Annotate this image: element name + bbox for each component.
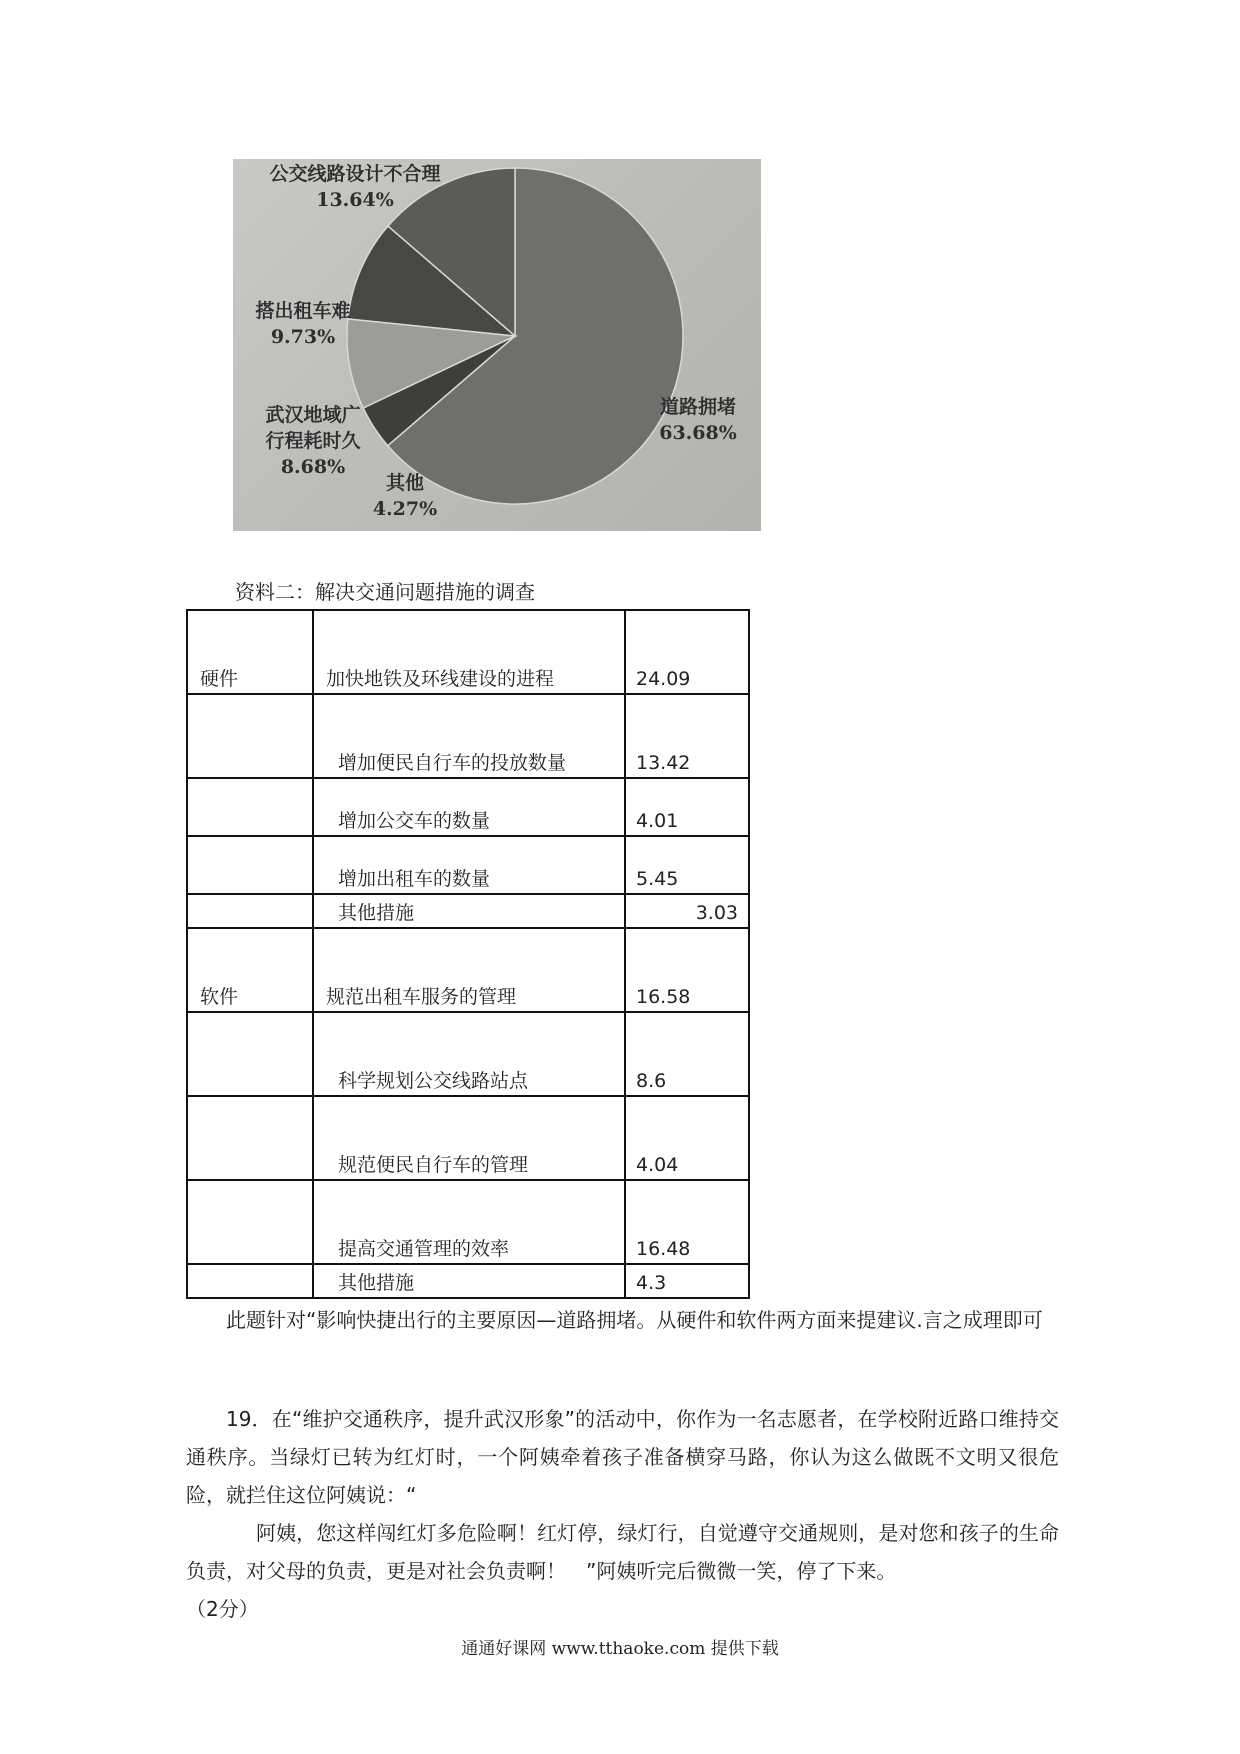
pie-label-line: 63.68%: [659, 422, 737, 444]
measure-cell: 增加出租车的数量: [313, 836, 625, 894]
category-cell: 硬件: [187, 610, 313, 694]
measure-cell: 加快地铁及环线建设的进程: [313, 610, 625, 694]
category-cell: [187, 1012, 313, 1096]
category-cell: 软件: [187, 928, 313, 1012]
category-cell: [187, 894, 313, 928]
category-cell: [187, 836, 313, 894]
value-cell: 8.6: [625, 1012, 749, 1096]
answer-note: 此题针对“影响快捷出行的主要原因—道路拥堵。从硬件和软件两方面来提建议.言之成理即可: [226, 1308, 1043, 1332]
pie-slice-label: [638, 394, 758, 446]
page-footer: 通通好课网 www.tthaoke.com 提供下载: [461, 1639, 779, 1659]
pie-slice-label: [360, 470, 450, 522]
question-19-prompt: 19．在“维护交通秩序，提升武汉形象”的活动中，你作为一名志愿者，在学校附近路口维持交通秩序。当绿灯已转为红灯时，一个阿姨牵着孩子准备横穿马路，你认为这么做既不文明又很危险，就拦住这位阿姨说：“: [186, 1407, 1059, 1507]
pie-label-line: 其他: [385, 472, 424, 494]
measure-cell: 规范出租车服务的管理: [313, 928, 625, 1012]
value-cell: 4.04: [625, 1096, 749, 1180]
table-row: [187, 1180, 749, 1264]
table-row: [187, 1264, 749, 1298]
pie-slice-label: [245, 161, 465, 213]
category-cell: [187, 1180, 313, 1264]
pie-label-line: 行程耗时久: [265, 430, 361, 452]
measure-cell: 其他措施: [313, 1264, 625, 1298]
category-cell: [187, 1096, 313, 1180]
pie-slice-label: [233, 298, 373, 350]
question-19-score: （2分）: [186, 1597, 259, 1621]
value-cell: 5.45: [625, 836, 749, 894]
measure-cell: 增加公交车的数量: [313, 778, 625, 836]
measure-cell: 增加便民自行车的投放数量: [313, 694, 625, 778]
table-row: [187, 694, 749, 778]
pie-label-line: 道路拥堵: [659, 396, 736, 418]
pie-label-line: 4.27%: [372, 498, 438, 520]
table-row: [187, 1012, 749, 1096]
value-cell: 16.58: [625, 928, 749, 1012]
pie-label-line: 公交线路设计不合理: [269, 163, 441, 185]
pie-label-line: 9.73%: [270, 326, 336, 348]
category-cell: [187, 1264, 313, 1298]
value-cell: 3.03: [625, 894, 749, 928]
category-cell: [187, 694, 313, 778]
category-cell: [187, 778, 313, 836]
table-row: [187, 928, 749, 1012]
table-row: [187, 894, 749, 928]
value-cell: 13.42: [625, 694, 749, 778]
value-cell: 24.09: [625, 610, 749, 694]
pie-slice-label: [248, 402, 378, 480]
value-cell: 4.3: [625, 1264, 749, 1298]
pie-label-line: 搭出租车难: [255, 300, 351, 322]
table-row: [187, 836, 749, 894]
pie-label-line: 8.68%: [280, 456, 346, 478]
value-cell: 16.48: [625, 1180, 749, 1264]
table-row: [187, 610, 749, 694]
question-19-answer: 阿姨，您这样闯红灯多危险啊！红灯停，绿灯行，自觉遵守交通规则，是对您和孩子的生命负责，对父母的负责，更是对社会负责啊！ ”阿姨听完后微微一笑，停了下来。: [186, 1521, 1059, 1583]
table-row: [187, 1096, 749, 1180]
material2-caption: 资料二：解决交通问题措施的调查: [235, 580, 535, 604]
pie-label-line: 13.64%: [316, 189, 394, 211]
table-row: [187, 778, 749, 836]
measure-cell: 科学规划公交线路站点: [313, 1012, 625, 1096]
pie-label-line: 武汉地域广: [265, 404, 361, 426]
measures-table: [186, 609, 750, 1299]
value-cell: 4.01: [625, 778, 749, 836]
measure-cell: 其他措施: [313, 894, 625, 928]
measure-cell: 规范便民自行车的管理: [313, 1096, 625, 1180]
measure-cell: 提高交通管理的效率: [313, 1180, 625, 1264]
